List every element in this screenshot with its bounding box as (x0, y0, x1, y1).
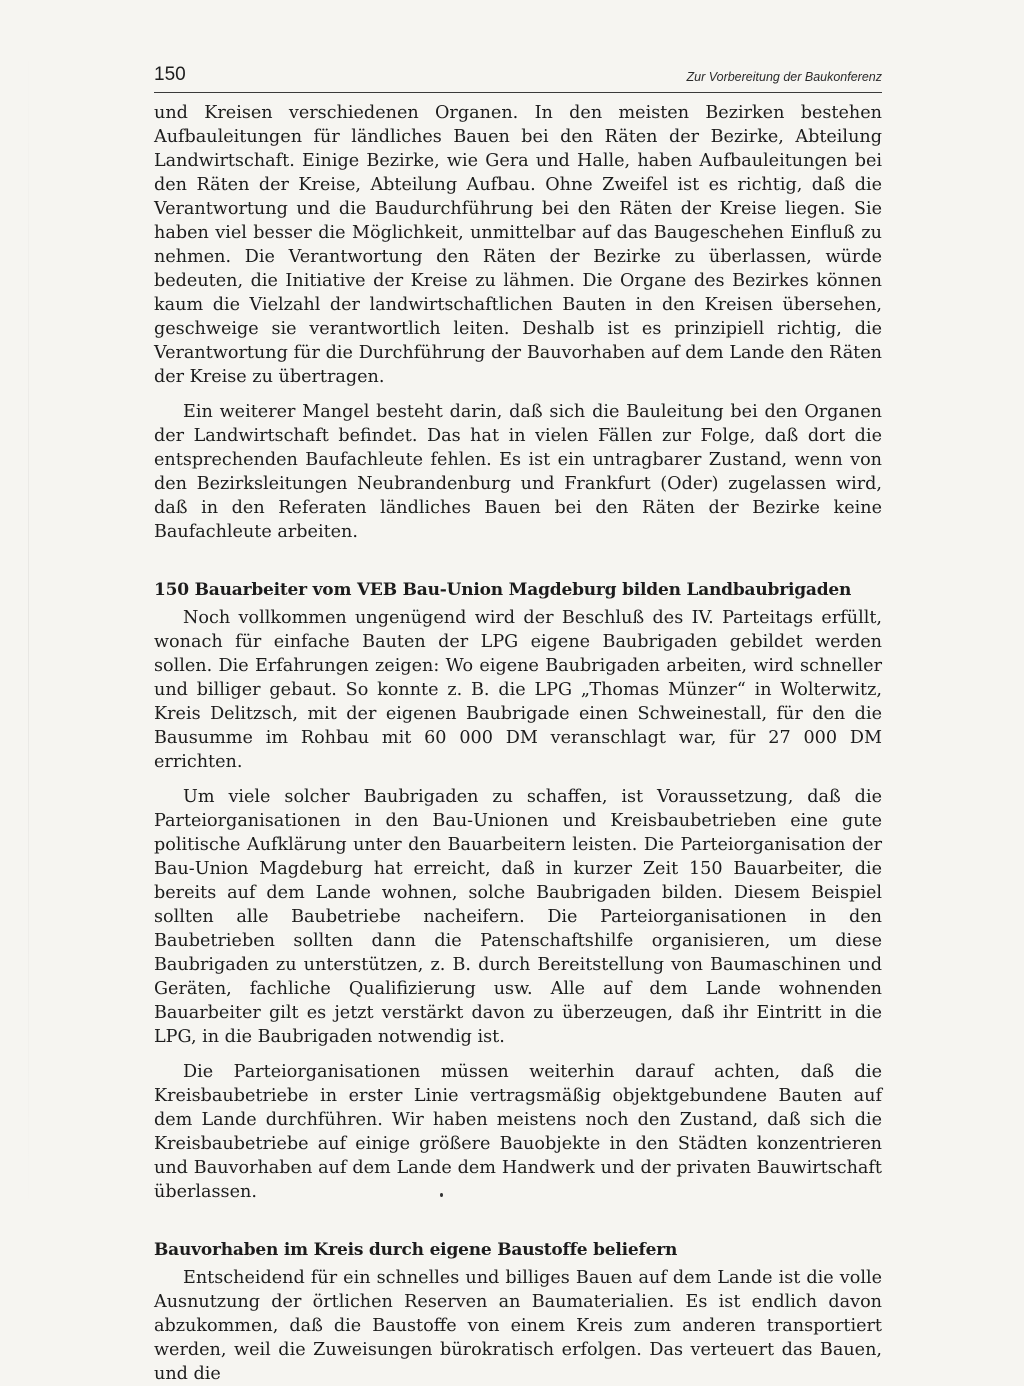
running-title: Zur Vorbereitung der Baukonferenz (686, 70, 882, 84)
section-heading-landbaubrigaden: 150 Bauarbeiter vom VEB Bau-Union Magdeburg bilden Landbaubrigaden (154, 580, 852, 600)
page-header (154, 62, 882, 93)
paragraph: Um viele solcher Baubrigaden zu schaffen, ist Voraussetzung, daß die Parteiorganisationen in den Bau-Unionen und Kreisbaubetrieben eine gute politische Aufklärung unter den Bauarbeitern leisten. Die Parteiorganisation der Bau-Union Magdeburg hat erreicht, daß in kurzer Zeit 150 Bauarbeiter, die bereits auf dem Lande wohnen, solche Baubrigaden bilden. Diesem Beispiel sollten alle Baubetriebe nacheifern. Die Parteiorganisationen in den Baubetrieben sollten dann die Patenschaftshilfe organisieren, um diese Baubrigaden zu unterstützen, z. B. durch Bereitstellung von Baumaschinen und Geräten, fachliche Qualifizierung usw. Alle auf dem Lande wohnenden Bauarbeiter gilt es jetzt verstärkt davon zu überzeugen, daß ihr Eintritt in die LPG, in die Baubrigaden notwendig ist. (154, 787, 882, 1047)
paragraph: Noch vollkommen ungenügend wird der Beschluß des IV. Parteitags erfüllt, wonach für einfache Bauten der LPG eigene Baubrigaden gebildet werden sollen. Die Erfahrungen zeigen: Wo eigene Baubrigaden arbeiten, wird schneller und billiger gebaut. So konnte z. B. die LPG „Thomas Münzer“ in Wolterwitz, Kreis Delitzsch, mit der eigenen Baubrigade einen Schweinestall, für den die Bausumme im Rohbau mit 60 000 DM veranschlagt war, für 27 000 DM errichten. (154, 608, 882, 772)
scan-margin-shadow (28, 40, 29, 1220)
section-heading-baustoffe: Bauvorhaben im Kreis durch eigene Baustoffe beliefern (154, 1240, 678, 1260)
paragraph: Die Parteiorganisationen müssen weiterhin darauf achten, daß die Kreisbaubetriebe in erster Linie vertragsmäßig objektgebundene Bauten auf dem Lande durchführen. Wir haben meistens noch den Zustand, daß sich die Kreisbaubetriebe auf einige größere Bauobjekte in den Städten konzentrieren und Bauvorhaben auf dem Lande dem Handwerk und der privaten Bauwirtschaft überlassen. (154, 1062, 882, 1202)
page-number: 150 (154, 64, 186, 85)
paragraph-continued: und Kreisen verschiedenen Organen. In den meisten Bezirken bestehen Aufbauleitungen für ländliches Bauen bei den Räten der Bezirke, Abteilung Landwirtschaft. Einige Bezirke, wie Gera und Halle, haben Aufbauleitungen bei den Räten der Kreise, Abteilung Aufbau. Ohne Zweifel ist es richtig, daß die Verantwortung und die Baudurchführung bei den Räten der Kreise liegen. Sie haben viel besser die Möglichkeit, unmittelbar auf das Baugeschehen Einfluß zu nehmen. Die Verantwortung den Räten der Bezirke zu überlassen, würde bedeuten, die Initiative der Kreise zu lähmen. Die Organe des Bezirkes können kaum die Vielzahl der landwirtschaftlichen Bauten in den Kreisen übersehen, geschweige sie verantwortlich leiten. Deshalb ist es prinzipiell richtig, die Verantwortung für die Durchführung der Bauvorhaben auf dem Lande den Räten der Kreise zu übertragen. (154, 103, 882, 387)
paragraph: Entscheidend für ein schnelles und billiges Bauen auf dem Lande ist die volle Ausnutzung der örtlichen Reserven an Baumaterialien. Es ist endlich davon abzukommen, daß die Baustoffe von einem Kreis zum anderen transportiert werden, weil die Zuweisungen bürokratisch erfolgen. Das verteuert das Bauen, und die (154, 1268, 882, 1384)
paragraph: Ein weiterer Mangel besteht darin, daß sich die Bauleitung bei den Organen der Landwirtschaft befindet. Das hat in vielen Fällen zur Folge, daß dort die entsprechenden Baufachleute fehlen. Es ist ein untragbarer Zustand, wenn von den Bezirksleitungen Neubrandenburg und Frankfurt (Oder) zugelassen wird, daß in den Referaten ländliches Bauen bei den Räten der Bezirke keine Baufachleute arbeiten. (154, 402, 882, 542)
ink-speck (440, 1193, 443, 1197)
page-body (154, 101, 882, 1386)
